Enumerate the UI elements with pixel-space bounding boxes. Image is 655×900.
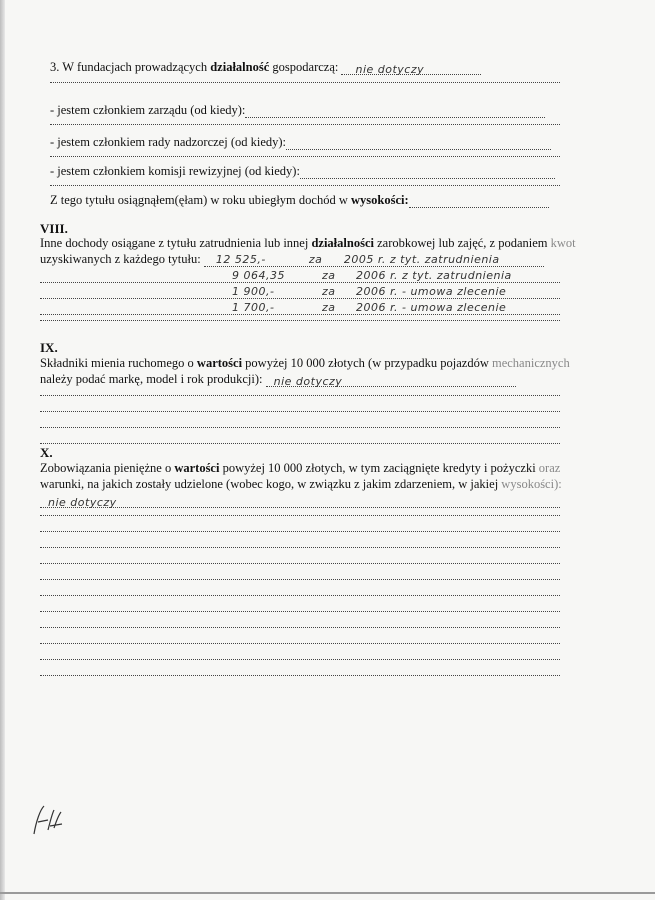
income-amount: 1 900,- [232,285,275,298]
dotted-line [40,673,560,676]
scan-bottom-edge [0,892,655,894]
dotted-line [40,641,560,644]
section10-handwritten-answer: nie dotyczy [48,496,117,509]
dotted-line [40,409,560,412]
income-amount: 9 064,35 [232,269,285,282]
section10-line2: warunki, na jakich zostały udzielone (wobec kogo, w związku z jakim zdarzeniem, w jakiej wysokości): [40,477,562,491]
section3-intro-line: 3. W fundacjach prowadzących działalność gospodarczą: nie dotyczy [50,60,595,75]
section8-line2: uzyskiwanych z każdego tytułu: 12 525,- za 2005 r. z tyt. zatrudnienia [40,252,585,267]
dotted-line [40,529,560,532]
dotted-line [40,441,560,444]
dochod-line: Z tego tytułu osiągnąłem(ęłam) w roku ubiegłym dochód w wysokości: [50,193,595,208]
section9-heading: IX. [40,340,58,355]
income-amount: 12 525,- [215,253,266,266]
income-row: 1 700,- za 2006 r. - umowa zlecenie [40,300,585,315]
income-description: 2006 r. - umowa zlecenie [356,285,507,298]
komisja-line: - jestem członkiem komisji rewizyjnej (od kiedy): [50,164,595,179]
section9-line1: Składniki mienia ruchomego o wartości powyżej 10 000 złotych (w przypadku pojazdów mechanicznych [40,356,570,370]
dotted-line [40,577,560,580]
dotted-line [40,609,560,612]
dotted-line [40,513,560,516]
zarzad-line: - jestem członkiem zarządu (od kiedy): [50,103,595,118]
section10-heading: X. [40,445,53,460]
dotted-line [40,561,560,564]
rada-line: - jestem członkiem rady nadzorczej (od kiedy): [50,135,595,150]
scan-left-edge [0,0,5,900]
dotted-line [40,393,560,396]
initials-signature-mark [28,800,68,840]
dotted-line [50,122,560,125]
dotted-line [40,318,560,321]
section9-handwritten-answer: nie dotyczy [273,375,343,388]
section3-bold-word: działalność [210,60,270,74]
income-description: 2006 r. z tyt. zatrudnienia [356,269,512,282]
dotted-line [40,545,560,548]
dotted-line [50,80,560,83]
income-description: 2005 r. z tyt. zatrudnienia [343,253,500,266]
section8-line1: Inne dochody osiągane z tytułu zatrudnienia lub innej działalności zarobkowej lub zajęć, z podaniem kwot [40,236,576,250]
section10-line1: Zobowiązania pieniężne o wartości powyżej 10 000 złotych, w tym zaciągnięte kredyty i pożyczki oraz [40,461,561,475]
dotted-line [40,425,560,428]
income-description: 2006 r. - umowa zlecenie [356,301,507,314]
section3-answer-field [341,62,481,75]
dotted-line [40,625,560,628]
income-row: 9 064,35 za 2006 r. z tyt. zatrudnienia [40,268,585,283]
section3-handwritten-answer: nie dotyczy [355,63,425,76]
section8-heading: VIII. [40,221,68,236]
dotted-line [40,657,560,660]
dotted-line [50,183,560,186]
income-amount: 1 700,- [232,301,275,314]
section9-line2: należy podać markę, model i rok produkcji): nie dotyczy [40,372,585,387]
section10-answer-line [40,493,585,508]
income-row: 1 900,- za 2006 r. - umowa zlecenie [40,284,585,299]
dotted-line [40,593,560,596]
dotted-line [50,154,560,157]
